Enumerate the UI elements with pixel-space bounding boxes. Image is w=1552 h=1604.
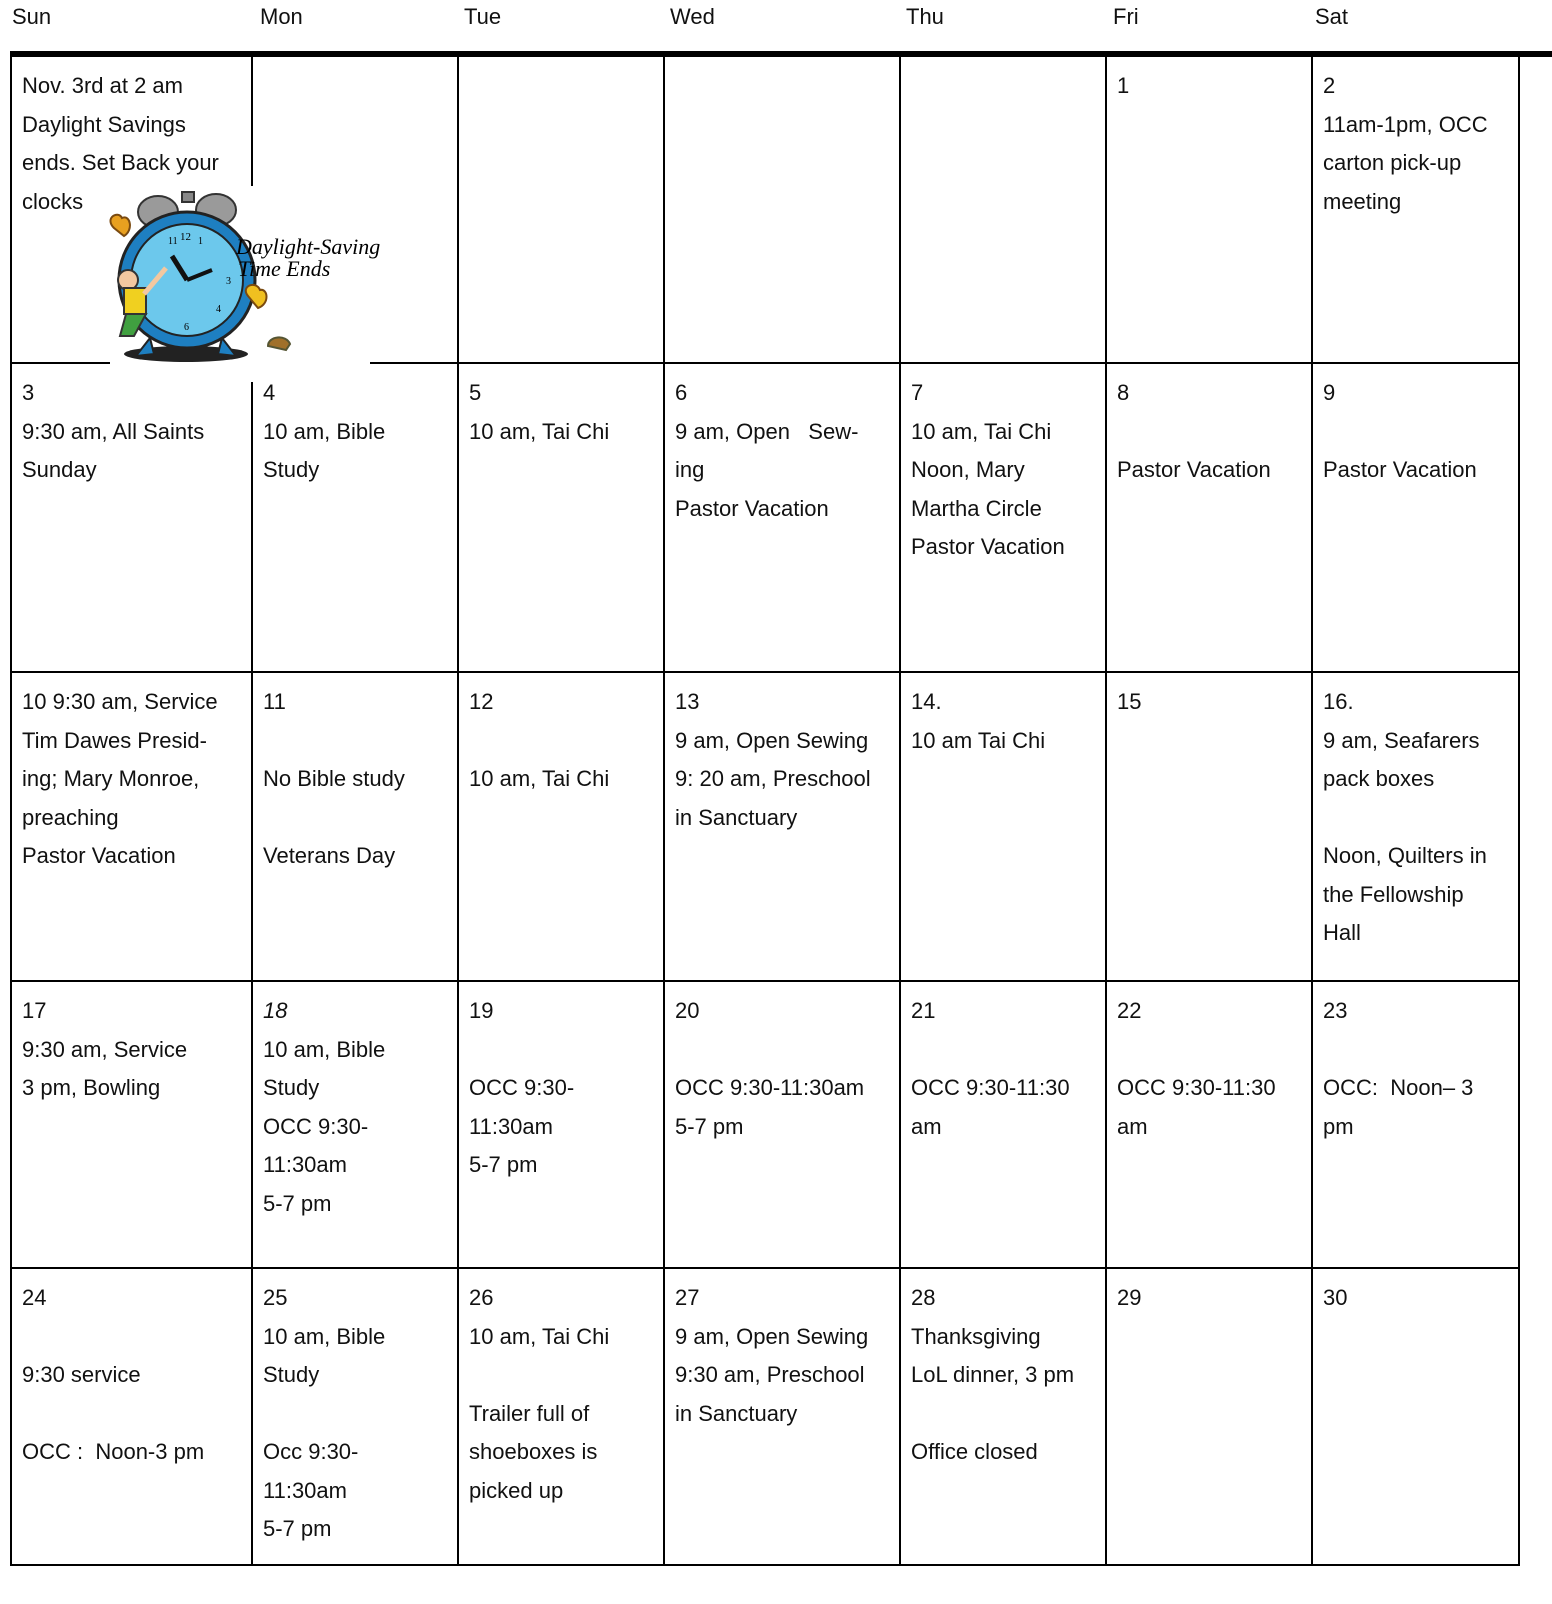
day-number: 30 [1323, 1285, 1348, 1310]
day-cell [900, 672, 1106, 981]
day-cell [664, 57, 900, 363]
event-text: the Fellowship [1323, 881, 1464, 907]
svg-text:12: 12 [180, 231, 191, 243]
day-number: 9 [1323, 380, 1336, 405]
day-cell [252, 981, 458, 1268]
event-text: Study [263, 1362, 320, 1387]
event-text: 11:30am [469, 1113, 553, 1139]
day-number: 27 [675, 1285, 700, 1310]
event-text: Noon, Mary [911, 457, 1025, 482]
event-text: OCC 9:30-11:30 [911, 1075, 1070, 1100]
day-number: 3 [22, 380, 35, 405]
day-cell [1106, 981, 1312, 1268]
day-number: 19 [469, 998, 494, 1023]
event-text [263, 799, 457, 838]
event-text: carton pick-up [1323, 150, 1462, 175]
event-text: Study [263, 1075, 320, 1100]
event-text: Pastor Vacation [1117, 457, 1271, 482]
day-cell [11, 981, 252, 1268]
event-text: in Sanctuary [675, 804, 798, 830]
event-text [1323, 413, 1518, 452]
svg-text:4: 4 [216, 304, 221, 315]
event-text [1323, 1031, 1518, 1070]
day-cell [11, 672, 252, 981]
event-text: Pastor Vacation [911, 534, 1065, 559]
day-cell [900, 57, 1106, 363]
event-text: meeting [1323, 188, 1402, 214]
event-text: No Bible study [263, 766, 405, 791]
event-text: Pastor Vacation [675, 495, 829, 521]
day-number: 17 [22, 998, 47, 1023]
event-text [263, 1395, 457, 1434]
day-number: 23 [1323, 998, 1348, 1023]
week-row [11, 981, 1519, 1268]
event-text: Veterans Day [263, 843, 396, 868]
event-text: 5-7 pm [469, 1152, 538, 1177]
week-row [11, 363, 1519, 672]
day-number: 1 [1117, 73, 1130, 98]
day-number: 21 [911, 998, 936, 1023]
event-text [22, 1395, 251, 1434]
event-text [911, 1031, 1105, 1070]
day-cell [1106, 57, 1312, 363]
event-text: OCC 9:30- [263, 1113, 369, 1139]
svg-text:1: 1 [198, 236, 203, 247]
day-number: 2 [1323, 73, 1336, 98]
event-text: am [1117, 1113, 1148, 1139]
event-text [1323, 799, 1518, 838]
day-number: 13 [675, 689, 700, 714]
event-text: 10 am, Bible [263, 1323, 386, 1349]
event-text: 10 am, Tai Chi [469, 418, 610, 444]
weekday-tue: Tue [464, 4, 502, 29]
event-text: Noon, Quilters in [1323, 843, 1487, 868]
event-text: 3 pm, Bowling [22, 1075, 161, 1100]
day-number: 18 [263, 998, 288, 1023]
event-text: 9 am, Open Sewing [675, 727, 869, 753]
day-cell [900, 981, 1106, 1268]
day-cell [11, 1268, 252, 1565]
day-cell [458, 1268, 664, 1565]
event-text: 5-7 pm [263, 1516, 332, 1541]
day-number: 24 [22, 1285, 47, 1310]
event-text [1117, 413, 1311, 452]
day-cell [458, 672, 664, 981]
weekday-wed: Wed [670, 4, 715, 29]
event-text: OCC 9:30- [469, 1075, 575, 1100]
day-number: 29 [1117, 1285, 1142, 1310]
event-text: Pastor Vacation [22, 843, 176, 868]
event-text: am [911, 1113, 942, 1139]
event-text: 9 am, Open Sew- [675, 418, 859, 444]
svg-text:3: 3 [226, 276, 231, 287]
event-text: 9:30 service [22, 1362, 141, 1387]
event-text: 9 am, Seafarers [1323, 727, 1480, 753]
event-text: picked up [469, 1477, 564, 1503]
event-text: 11:30am [263, 1152, 347, 1177]
weekday-mon: Mon [260, 4, 303, 29]
day-number: Nov. 3rd at 2 am [22, 73, 183, 98]
event-text: OCC: Noon– 3 [1323, 1075, 1474, 1100]
event-text: preaching [22, 804, 119, 830]
day-cell [11, 363, 252, 672]
svg-text:11: 11 [168, 236, 178, 247]
event-text: 9:30 am, Service [22, 1036, 188, 1062]
day-cell [1312, 363, 1519, 672]
day-cell [458, 57, 664, 363]
day-number: 15 [1117, 689, 1142, 714]
event-text: OCC 9:30-11:30 [1117, 1075, 1276, 1100]
event-text [469, 722, 663, 761]
event-text: ing [675, 457, 705, 482]
event-text: 11am-1pm, OCC [1323, 111, 1488, 137]
event-text: ing; Mary Monroe, [22, 766, 200, 791]
event-text: Sunday [22, 457, 97, 482]
clipart-text-line1: Daylight-Saving [236, 234, 380, 259]
event-text: Study [263, 457, 320, 482]
event-text: 5-7 pm [675, 1113, 744, 1139]
day-number: 4 [263, 380, 276, 405]
day-number: 28 [911, 1285, 936, 1310]
event-text: Pastor Vacation [1323, 457, 1477, 482]
day-number: 5 [469, 380, 482, 405]
event-text: Office closed [911, 1439, 1038, 1464]
day-number: 7 [911, 380, 924, 405]
day-number: 8 [1117, 380, 1130, 405]
event-text: pack boxes [1323, 766, 1435, 791]
day-number: 11 [263, 689, 286, 714]
day-number: 20 [675, 998, 700, 1023]
event-text: 9:30 am, Preschool [675, 1362, 865, 1387]
event-text: 9: 20 am, Preschool [675, 766, 871, 791]
weekday-sat: Sat [1315, 4, 1349, 29]
day-cell [458, 981, 664, 1268]
day-cell [252, 672, 458, 981]
day-cell [900, 1268, 1106, 1565]
event-text: 10 am Tai Chi [911, 727, 1046, 753]
event-text: pm [1323, 1113, 1354, 1139]
day-number: 10 9:30 am, Service [22, 689, 218, 714]
day-number: 22 [1117, 998, 1142, 1023]
event-text [1117, 1031, 1311, 1070]
event-text: 10 am, Tai Chi [911, 418, 1052, 444]
clipart-text-line2: Time Ends [238, 256, 331, 281]
week-row [11, 1268, 1519, 1565]
event-text: 5-7 pm [263, 1190, 332, 1216]
event-text [22, 1318, 251, 1357]
event-text: 9:30 am, All Saints [22, 418, 205, 444]
event-text: Tim Dawes Presid- [22, 727, 207, 753]
event-text [263, 722, 457, 761]
event-text: Thanksgiving [911, 1323, 1041, 1349]
day-cell [664, 672, 900, 981]
week-row [11, 672, 1519, 981]
day-number: 16. [1323, 689, 1354, 714]
svg-text:6: 6 [184, 322, 189, 333]
event-text: 10 am, Bible [263, 418, 386, 444]
event-text: Hall [1323, 920, 1361, 945]
event-text: clocks [22, 188, 84, 214]
day-cell [664, 363, 900, 672]
alarm-clock-icon [100, 188, 380, 376]
weekday-fri: Fri [1113, 4, 1139, 29]
day-cell [1312, 1268, 1519, 1565]
weekday-header [0, 0, 1552, 40]
event-text: 10 am, Tai Chi [469, 1323, 610, 1349]
day-cell [664, 981, 900, 1268]
day-number: 6 [675, 380, 688, 405]
day-cell [252, 363, 458, 672]
day-cell [1106, 1268, 1312, 1565]
event-text [675, 1031, 899, 1070]
event-text: Daylight Savings [22, 111, 186, 137]
event-text: 11:30am [263, 1477, 347, 1503]
day-number: 12 [469, 689, 494, 714]
day-cell [1312, 672, 1519, 981]
event-text: ends. Set Back your [22, 150, 219, 175]
event-text: LoL dinner, 3 pm [911, 1362, 1075, 1387]
event-text: OCC 9:30-11:30am [675, 1075, 865, 1100]
event-text: in Sanctuary [675, 1400, 798, 1426]
day-cell [1312, 981, 1519, 1268]
day-cell [1312, 57, 1519, 363]
day-cell [664, 1268, 900, 1565]
event-text: Occ 9:30- [263, 1439, 359, 1464]
event-text: 10 am, Tai Chi [469, 766, 610, 791]
event-text: Martha Circle [911, 495, 1042, 521]
day-cell [1106, 363, 1312, 672]
weekday-sun: Sun [12, 4, 52, 29]
day-cell [900, 363, 1106, 672]
event-text: shoeboxes is [469, 1439, 598, 1464]
day-number: 26 [469, 1285, 494, 1310]
day-cell [252, 1268, 458, 1565]
event-text: 9 am, Open Sewing [675, 1323, 869, 1349]
event-text [469, 1031, 663, 1070]
day-number: 25 [263, 1285, 288, 1310]
event-text: Trailer full of [469, 1400, 590, 1426]
event-text: 10 am, Bible [263, 1036, 386, 1062]
weekday-thu: Thu [906, 4, 944, 29]
event-text [911, 1395, 1105, 1434]
event-text [469, 1356, 663, 1395]
event-text: OCC : Noon-3 pm [22, 1439, 205, 1464]
day-number: 14. [911, 689, 942, 714]
day-cell [458, 363, 664, 672]
day-cell [1106, 672, 1312, 981]
